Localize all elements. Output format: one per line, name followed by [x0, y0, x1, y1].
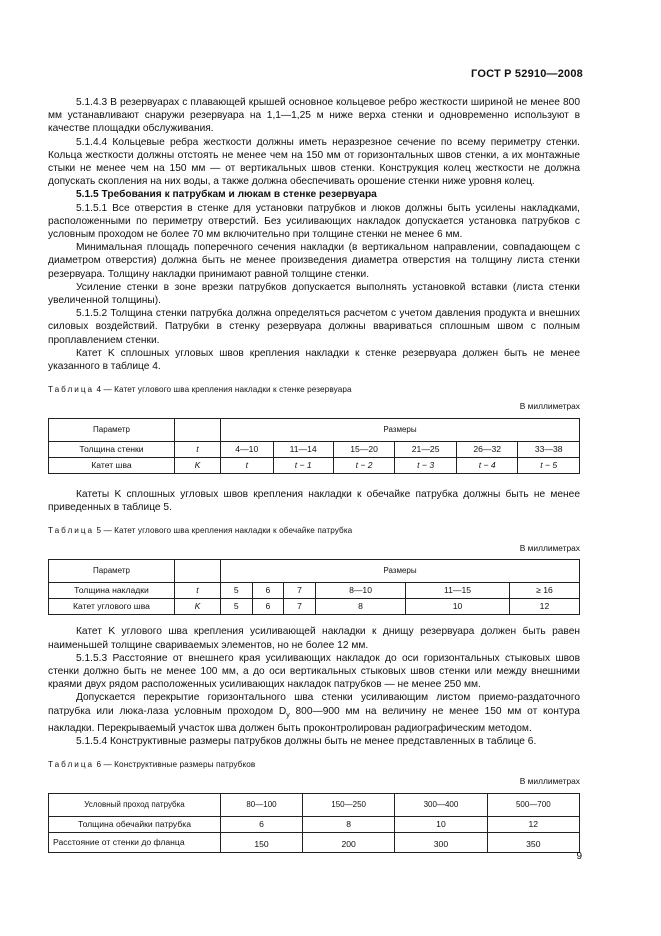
- paragraph: 5.1.5.4 Конструктивные размеры патрубков должны быть не менее представленных в таблице 6.: [76, 735, 537, 747]
- table-5: [48, 559, 580, 615]
- table-header-row: [49, 793, 580, 816]
- table-cell: 6: [221, 816, 303, 832]
- table-cell: Расстояние от стенки до фланца: [49, 832, 221, 852]
- paragraph: 5.1.5.3 Расстояние от внешнего края усиливающих накладок до оси горизонтальных стыковых швов стенки должно быть не менее 100 мм, а до оси вертикальных стыковых швов стенки или между внешними краями двух рядом расположенных усиливающих накладок патрубков — не менее 250 мм.: [48, 652, 580, 691]
- table-cell: 300: [395, 832, 487, 852]
- table-header-row: [49, 418, 580, 441]
- table-caption: [48, 383, 580, 396]
- table-cell: 26—32: [456, 441, 518, 457]
- table-cell: t − 1: [273, 457, 333, 473]
- table-units: В миллиметрах: [519, 542, 580, 553]
- table-header-cell: [175, 418, 221, 441]
- table-cell: K: [175, 599, 221, 615]
- table-header-cell: Параметр: [49, 418, 175, 441]
- table-cell: t − 2: [333, 457, 395, 473]
- table-header-cell: Размеры: [221, 559, 580, 582]
- table-cell: t − 4: [456, 457, 518, 473]
- table-caption-word: Таблица: [48, 526, 95, 536]
- table-4: [48, 418, 580, 474]
- table-cell: t: [175, 582, 221, 598]
- table-units: В миллиметрах: [519, 401, 580, 412]
- paragraph: 5.1.4.3 В резервуарах с плавающей крышей основное кольцевое ребро жесткости шириной не менее 800 мм устанавливают снаружи резервуара на 1,1—1,25 м ниже верха стенки и одновременно используют в качестве площадки обслуживания.: [48, 97, 580, 135]
- paragraph: 5.1.4.4 Кольцевые ребра жесткости должны иметь неразрезное сечение по всему периметру стенки. Кольца жесткости должны отстоять не менее чем на 150 мм от горизонтальных швов стенки, а их монтажные стыки не менее чем на 150 мм — от вертикальных швов стенки. Конструкция колец жесткости не должна допускать скопления на них воды, а также должна обеспечивать орошение стенки ниже уровня колец.: [48, 136, 580, 188]
- table-cell: 8: [302, 816, 394, 832]
- table-cell: Толщина стенки: [49, 441, 175, 457]
- table-caption: [48, 758, 580, 771]
- table-cell: 12: [487, 816, 579, 832]
- table-header-cell: [175, 559, 221, 582]
- table-cell: 8—10: [315, 582, 405, 598]
- table-cell: 10: [395, 816, 487, 832]
- table-header-cell: 150—250: [302, 793, 394, 816]
- table-caption-word: Таблица: [48, 760, 95, 770]
- document-id: ГОСТ Р 52910—2008: [471, 68, 583, 80]
- table-cell: t: [175, 441, 221, 457]
- table-header-cell: Размеры: [221, 418, 580, 441]
- table-cell: 10: [406, 599, 510, 615]
- table-cell: 5: [221, 599, 253, 615]
- paragraph-text: Допускается перекрытие горизонтального шва стенки усиливающим листом приемо-раздаточного патрубка или люка-лаза условным проходом D: [48, 692, 580, 717]
- table-cell: 5: [221, 582, 253, 598]
- paragraph: Катет K сплошных угловых швов крепления накладки к стенке резервуара должен быть не менее указанного в таблице 4.: [48, 347, 580, 373]
- table-cell: 4—10: [221, 441, 274, 457]
- table-row: [49, 816, 580, 832]
- table-cell: t − 5: [518, 457, 580, 473]
- section-title: 5.1.5 Требования к патрубкам и люкам в стенке резервуара: [76, 189, 377, 201]
- table-caption-text: 5 — Катет углового шва крепления накладки к обечайке патрубка: [96, 526, 353, 536]
- table-row: [49, 457, 580, 473]
- table-cell: 33—38: [518, 441, 580, 457]
- table-cell: 350: [487, 832, 579, 852]
- table-cell: Толщина накладки: [49, 582, 175, 598]
- table-header-cell: Параметр: [49, 559, 175, 582]
- table-cell: Катет углового шва: [49, 599, 175, 615]
- table-header-cell: 80—100: [221, 793, 303, 816]
- table-header-cell: 300—400: [395, 793, 487, 816]
- table-cell: 12: [509, 599, 579, 615]
- table-cell: 11—14: [273, 441, 333, 457]
- table-cell: 15—20: [333, 441, 395, 457]
- subscript: у: [286, 711, 290, 719]
- paragraph: [48, 691, 580, 735]
- table-cell: ≥ 16: [509, 582, 579, 598]
- paragraph: Катет K углового шва крепления усиливающей накладки к днищу резервуара должен быть равен наименьшей толщине свариваемых элементов, но не более 12 мм.: [48, 626, 580, 651]
- table-6: [48, 793, 580, 853]
- table-cell: 6: [252, 582, 284, 598]
- table-cell: 200: [302, 832, 394, 852]
- table-cell: Толщина обечайки патрубка: [49, 816, 221, 832]
- page-number: 9: [576, 851, 582, 862]
- paragraph: Минимальная площадь поперечного сечения накладки (в вертикальном направлении, совпадающем с диаметром отверстия) должна быть не менее произведения диаметра отверстия на толщину листа стенки резервуара. Толщину накладки принимают равной толщине стенки.: [48, 242, 580, 280]
- table-cell: t − 3: [395, 457, 457, 473]
- table-cell: K: [175, 457, 221, 473]
- table-cell: 7: [284, 599, 316, 615]
- table-header-cell: Условный проход патрубка: [49, 793, 221, 816]
- paragraph: 5.1.5.1 Все отверстия в стенке для установки патрубков и люков должны быть усилены накладками, расположенными по периметру отверстий. Без усиливающих накладок допускается установка патрубков с условным проходом не более 70 мм включительно при толщине стенки не менее 6 мм.: [48, 202, 580, 241]
- paragraph: Усиление стенки в зоне врезки патрубков допускается выполнять установкой вставки (листа стенки увеличенной толщины).: [48, 281, 580, 307]
- table-caption: [48, 524, 580, 537]
- table-cell: 6: [252, 599, 284, 615]
- page-body: [48, 96, 580, 853]
- table-header-cell: 500—700: [487, 793, 579, 816]
- table-row: [49, 599, 580, 615]
- table-cell: t: [221, 457, 274, 473]
- table-cell: 150: [221, 832, 303, 852]
- table-caption-text: 4 — Катет углового шва крепления накладки к стенке резервуара: [96, 385, 352, 395]
- table-row: [49, 832, 580, 852]
- paragraph: Катеты K сплошных угловых швов крепления накладки к обечайке патрубка должны быть не менее приведенных в таблице 5.: [48, 489, 580, 514]
- table-cell: Катет шва: [49, 457, 175, 473]
- table-row: [49, 582, 580, 598]
- table-units: В миллиметрах: [519, 776, 580, 787]
- paragraph: 5.1.5.2 Толщина стенки патрубка должна определяться расчетом с учетом давления продукта и внешних силовых воздействий. Патрубки в стенку резервуара должны ввариваться сплошным швом с полным проплавлением стенки.: [48, 308, 580, 346]
- table-cell: 8: [315, 599, 405, 615]
- table-cell: 21—25: [395, 441, 457, 457]
- table-cell: 11—15: [406, 582, 510, 598]
- table-caption-text: 6 — Конструктивные размеры патрубков: [96, 760, 256, 770]
- paragraph-text: 800—900 мм на величину не менее 150 мм от контура накладки. Перекрываемый участок шва должен быть проконтролирован радиографическим методом.: [48, 705, 580, 734]
- table-row: [49, 441, 580, 457]
- table-header-row: [49, 559, 580, 582]
- table-caption-word: Таблица: [48, 385, 95, 395]
- table-cell: 7: [284, 582, 316, 598]
